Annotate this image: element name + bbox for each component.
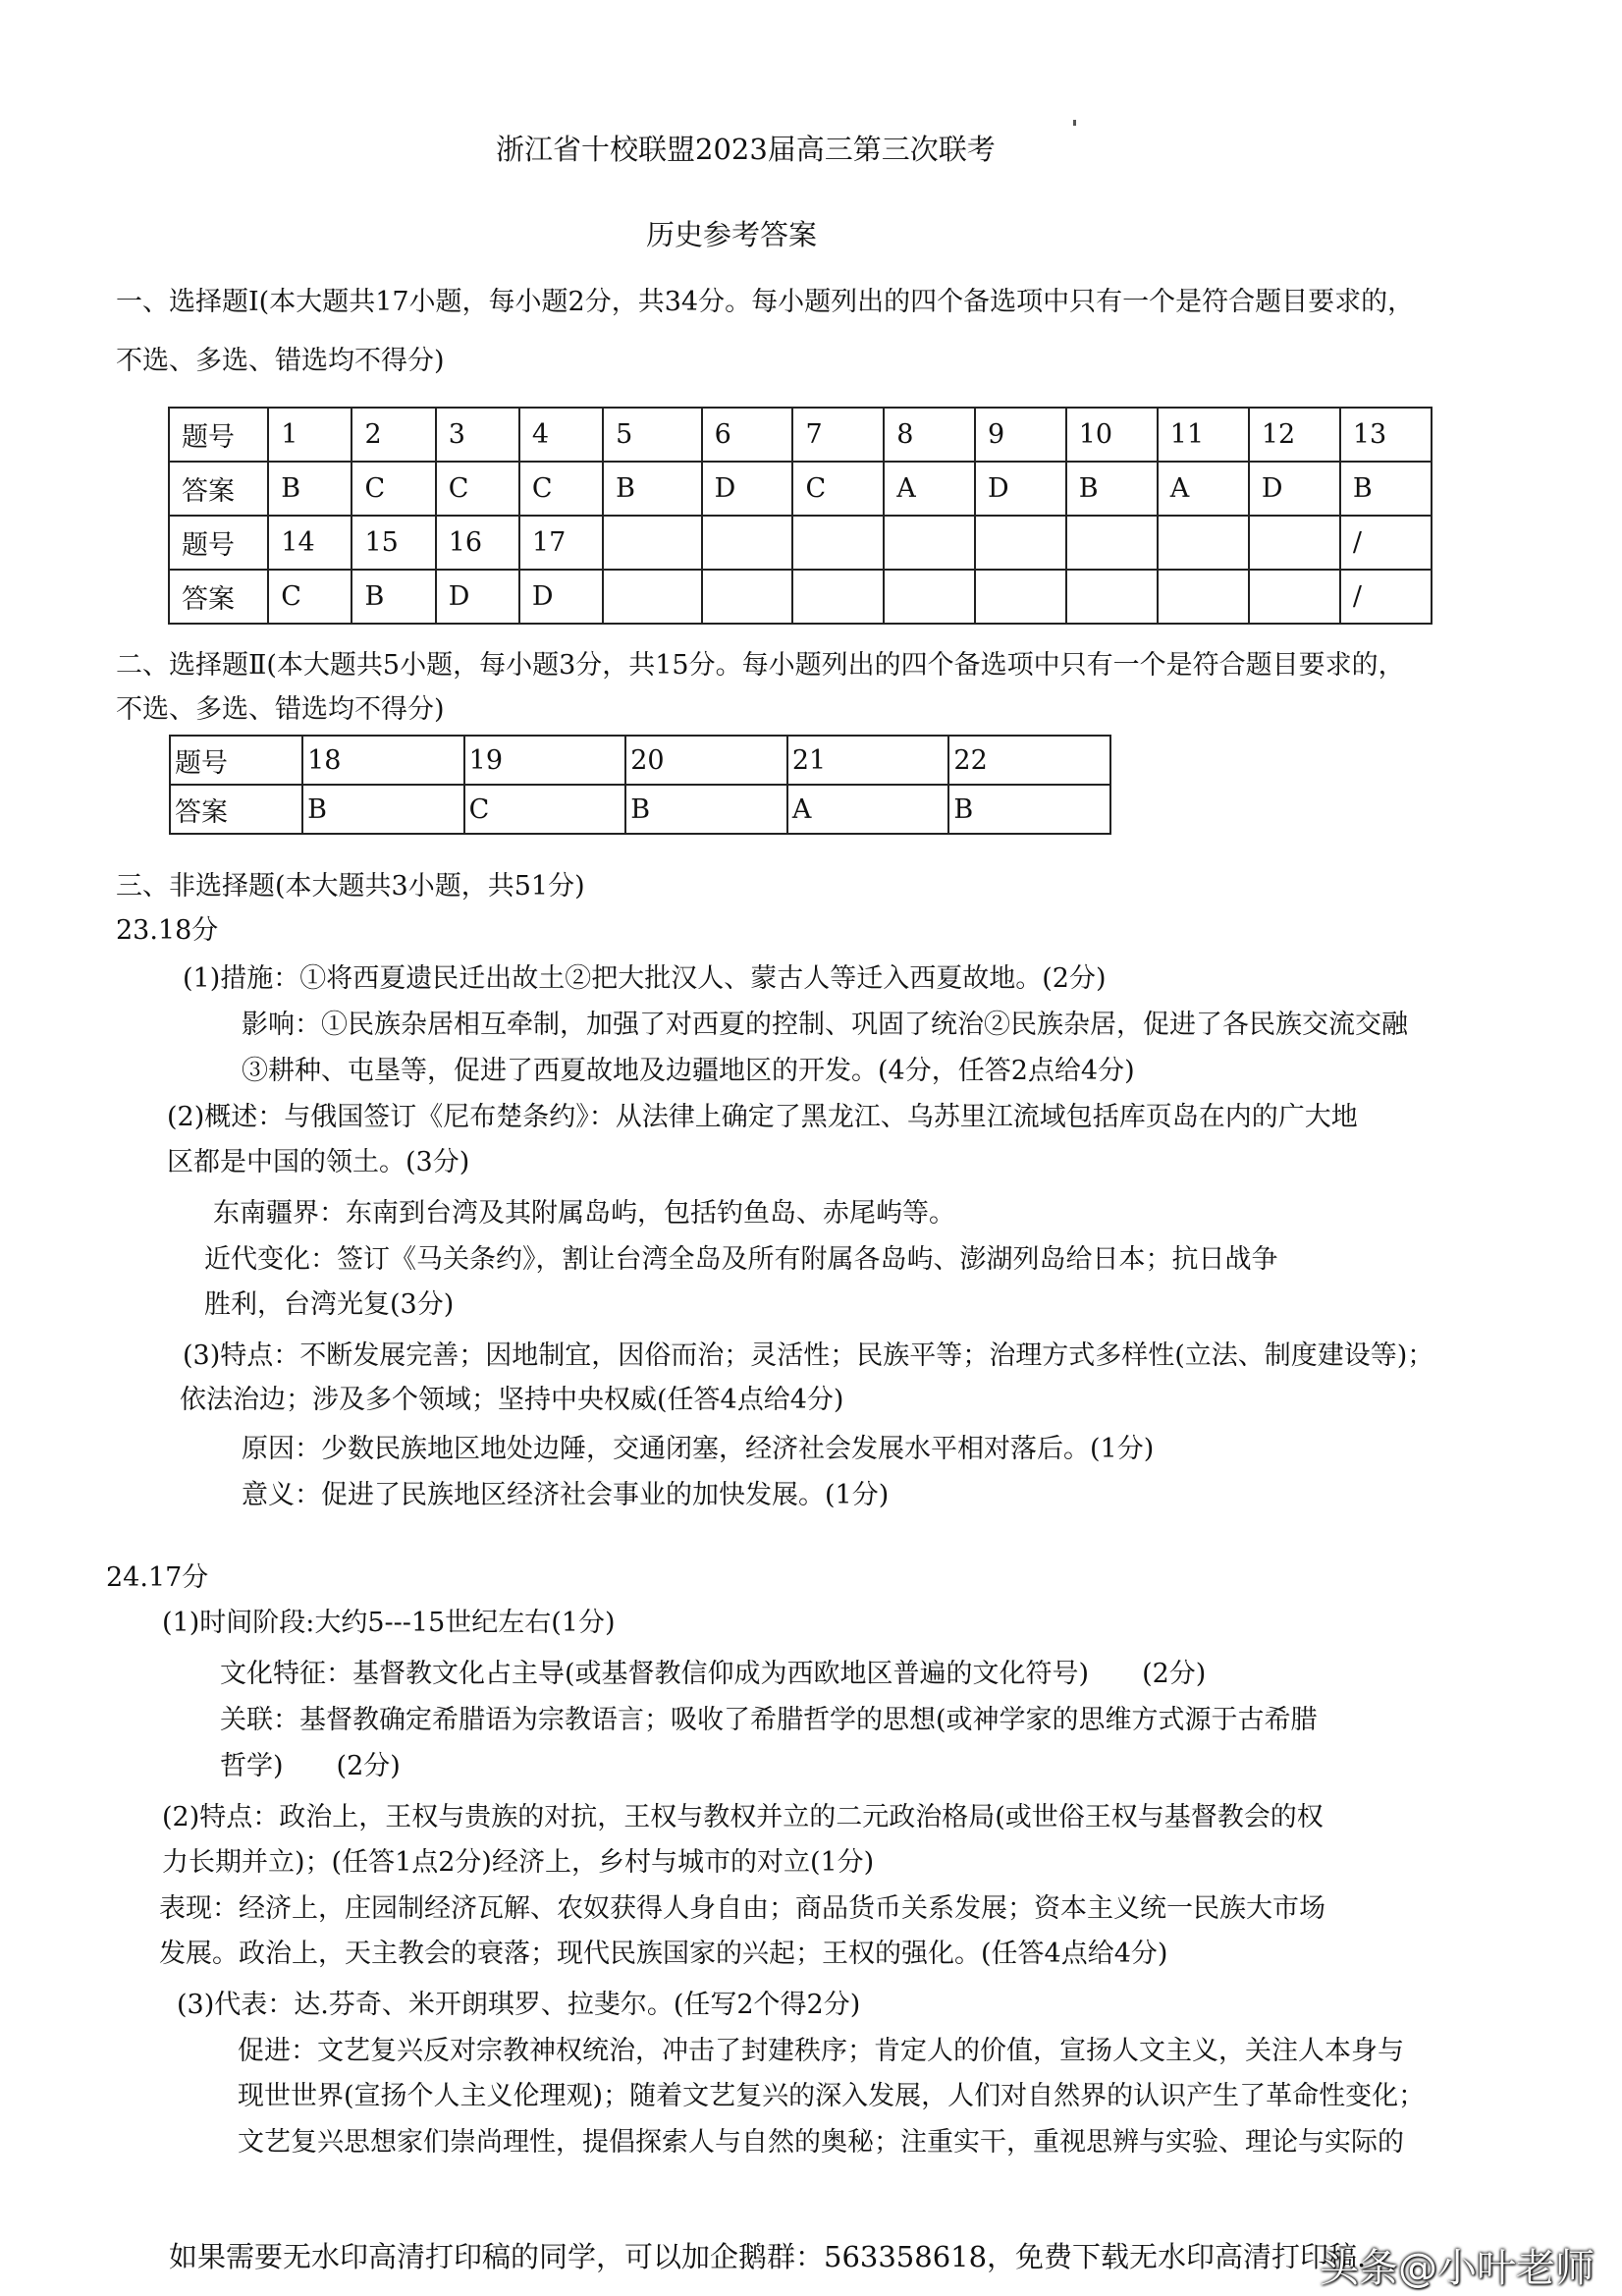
section2-heading-line1: 二、选择题Ⅱ(本大题共5小题，每小题3分，共15分。每小题列出的四个备选项中只有一个是符合题目要求的， [116, 650, 1405, 681]
q23-line: 近代变化：签订《马关条约》，割让台湾全岛及所有附属各岛屿、澎湖列岛给日本；抗日战争 [204, 1244, 1278, 1275]
answer-table-1-cell: 12 [1249, 408, 1340, 462]
answer-table-1-cell [975, 570, 1066, 624]
answer-table-1-cell: B [1066, 462, 1158, 516]
q23-line: 东南疆界：东南到台湾及其附属岛屿，包括钓鱼岛、赤尾屿等。 [213, 1198, 955, 1229]
answer-table-2-row [170, 785, 1110, 834]
answer-table-1-cell: A [1158, 462, 1249, 516]
section2-heading-line2: 不选、多选、错选均不得分) [116, 694, 445, 725]
answer-table-1-cell: 10 [1066, 408, 1158, 462]
answer-table-2-cell: 20 [625, 736, 787, 785]
q23-line: 意义：促进了民族地区经济社会事业的加快发展。(1分) [242, 1480, 890, 1510]
q24-line: 发展。政治上，天主教会的衰落；现代民族国家的兴起；王权的强化。(任答4点给4分) [159, 1939, 1168, 1969]
answer-table-1-cell: 题号 [169, 408, 268, 462]
q23-line: 依法治边；涉及多个领域；坚持中央权威(任答4点给4分) [180, 1385, 844, 1415]
answer-table-1-cell [792, 516, 884, 570]
answer-table-1-cell [1249, 516, 1340, 570]
answer-table-1-cell: 8 [884, 408, 975, 462]
answer-table-1-cell: 2 [351, 408, 435, 462]
answer-table-1-cell: / [1340, 516, 1432, 570]
q24-line: (2)特点：政治上，王权与贵族的对抗，王权与教权并立的二元政治格局(或世俗王权与基督教会的权 [162, 1802, 1324, 1832]
answer-table-1-cell: 5 [603, 408, 702, 462]
answer-table-1-cell: 16 [436, 516, 519, 570]
q24-line: 促进：文艺复兴反对宗教神权统治，冲击了封建秩序；肯定人的价值，宣扬人文主义，关注人本身与 [238, 2036, 1404, 2066]
q24-line: 哲学) (2分) [220, 1751, 401, 1781]
answer-table-2-cell: 18 [302, 736, 464, 785]
q23-line: ③耕种、屯垦等，促进了西夏故地及边疆地区的开发。(4分，任答2点给4分) [242, 1056, 1135, 1086]
q24-line: 关联：基督教确定希腊语为宗教语言；吸收了希腊哲学的思想(或神学家的思维方式源于古希腊 [220, 1705, 1318, 1735]
answer-table-2-cell: B [948, 785, 1110, 834]
answer-table-1-cell [884, 570, 975, 624]
answer-table-1-cell: C [519, 462, 603, 516]
answer-table-1-cell [702, 570, 793, 624]
answer-table-1-cell: 9 [975, 408, 1066, 462]
answer-table-1-cell: A [884, 462, 975, 516]
document-title: 浙江省十校联盟2023届高三第三次联考 [496, 133, 996, 166]
answer-table-1-cell: 答案 [169, 570, 268, 624]
answer-table-1-cell [975, 516, 1066, 570]
section1-heading-line2: 不选、多选、错选均不得分) [116, 346, 445, 376]
answer-table-1-cell: 题号 [169, 516, 268, 570]
answer-table-1-cell: D [702, 462, 793, 516]
answer-table-1-cell: D [436, 570, 519, 624]
answer-table-2-cell: 19 [464, 736, 626, 785]
answer-table-1-cell: B [268, 462, 351, 516]
answer-table-1-cell: B [1340, 462, 1432, 516]
answer-table-1-cell: / [1340, 570, 1432, 624]
answer-table-1-cell: 14 [268, 516, 351, 570]
answer-table-1-cell [1158, 570, 1249, 624]
answer-table-1-cell: 答案 [169, 462, 268, 516]
answer-table-1-cell: B [603, 462, 702, 516]
answer-table-2-cell: C [464, 785, 626, 834]
answer-table-1-cell [603, 516, 702, 570]
answer-table-2-cell: B [625, 785, 787, 834]
answer-table-2-cell: 题号 [170, 736, 302, 785]
answer-table-1-cell [702, 516, 793, 570]
answer-table-1-cell [792, 570, 884, 624]
footer-note: 如果需要无水印高清打印稿的同学，可以加企鹅群：563358618，免费下载无水印高清打印稿. [169, 2240, 1367, 2273]
answer-table-1-cell: B [351, 570, 435, 624]
answer-table-1-cell [884, 516, 975, 570]
q23-line: (3)特点：不断发展完善；因地制宜，因俗而治；灵活性；民族平等；治理方式多样性(立法、制度建设等)； [183, 1340, 1434, 1371]
answer-table-1-row [169, 408, 1432, 462]
q23-line: 胜利，台湾光复(3分) [204, 1289, 455, 1320]
answer-table-1-row [169, 570, 1432, 624]
answer-table-2 [169, 735, 1111, 835]
answer-table-2-cell: A [787, 785, 949, 834]
q24-title: 24.17分 [106, 1562, 209, 1593]
q24-line: 现世世界(宣扬个人主义伦理观)；随着文艺复兴的深入发展，人们对自然界的认识产生了革命性变化； [238, 2081, 1426, 2111]
answer-table-1-cell: 3 [436, 408, 519, 462]
section3-heading: 三、非选择题(本大题共3小题，共51分) [116, 871, 585, 902]
answer-table-1-row [169, 516, 1432, 570]
answer-table-1-cell: D [1249, 462, 1340, 516]
answer-table-2-cell: B [302, 785, 464, 834]
answer-table-1-cell: 15 [351, 516, 435, 570]
answer-table-1-cell [1066, 570, 1158, 624]
answer-table-1-cell: C [351, 462, 435, 516]
answer-table-1-cell: 1 [268, 408, 351, 462]
answer-table-1 [168, 407, 1433, 625]
q23-line: (1)措施：①将西夏遗民迁出故土②把大批汉人、蒙古人等迁入西夏故地。(2分) [183, 963, 1107, 994]
answer-table-1-cell: 6 [702, 408, 793, 462]
answer-table-1-cell: 4 [519, 408, 603, 462]
answer-table-1-cell: 11 [1158, 408, 1249, 462]
answer-table-1-row [169, 462, 1432, 516]
document-subtitle: 历史参考答案 [646, 218, 818, 251]
answer-table-1-cell: C [436, 462, 519, 516]
q24-line: 力长期并立)；(任答1点2分)经济上，乡村与城市的对立(1分) [162, 1847, 875, 1878]
answer-table-1-cell: 13 [1340, 408, 1432, 462]
q24-line: (3)代表：达.芬奇、米开朗琪罗、拉斐尔。(任写2个得2分) [177, 1990, 861, 2020]
q24-line: (1)时间阶段:大约5---15世纪左右(1分) [162, 1608, 616, 1638]
answer-table-1-cell: 17 [519, 516, 603, 570]
q23-line: 原因：少数民族地区地处边陲，交通闭塞，经济社会发展水平相对落后。(1分) [242, 1434, 1155, 1464]
answer-table-1-cell: 7 [792, 408, 884, 462]
answer-table-1-cell: D [975, 462, 1066, 516]
answer-table-1-cell: C [268, 570, 351, 624]
q23-title: 23.18分 [116, 915, 219, 946]
answer-table-1-cell [603, 570, 702, 624]
q23-line: (2)概述：与俄国签订《尼布楚条约》：从法律上确定了黑龙江、乌苏里江流域包括库页岛在内的广大地 [167, 1102, 1358, 1132]
answer-table-1-cell: C [792, 462, 884, 516]
q24-line: 文化特征：基督教文化占主导(或基督教信仰成为西欧地区普遍的文化符号) (2分) [220, 1659, 1207, 1689]
q23-line: 区都是中国的领土。(3分) [167, 1147, 470, 1177]
answer-table-2-cell: 答案 [170, 785, 302, 834]
section1-heading-line1: 一、选择题Ⅰ(本大题共17小题，每小题2分，共34分。每小题列出的四个备选项中只有一个是符合题目要求的， [116, 287, 1415, 317]
answer-table-1-cell [1158, 516, 1249, 570]
q23-line: 影响：①民族杂居相互牵制，加强了对西夏的控制、巩固了统治②民族杂居，促进了各民族交流交融 [242, 1010, 1408, 1040]
q24-line: 文艺复兴思想家们崇尚理性，提倡探索人与自然的奥秘；注重实干，重视思辨与实验、理论与实际的 [238, 2127, 1404, 2158]
answer-table-2-cell: 21 [787, 736, 949, 785]
answer-table-2-cell: 22 [948, 736, 1110, 785]
scan-speck [1073, 120, 1076, 126]
answer-table-1-cell: D [519, 570, 603, 624]
answer-table-2-row [170, 736, 1110, 785]
watermark: 头条@小叶老师 [1320, 2246, 1595, 2291]
answer-table-1-cell [1066, 516, 1158, 570]
q24-line: 表现：经济上，庄园制经济瓦解、农奴获得人身自由；商品货币关系发展；资本主义统一民族大市场 [159, 1893, 1325, 1924]
answer-table-1-cell [1249, 570, 1340, 624]
